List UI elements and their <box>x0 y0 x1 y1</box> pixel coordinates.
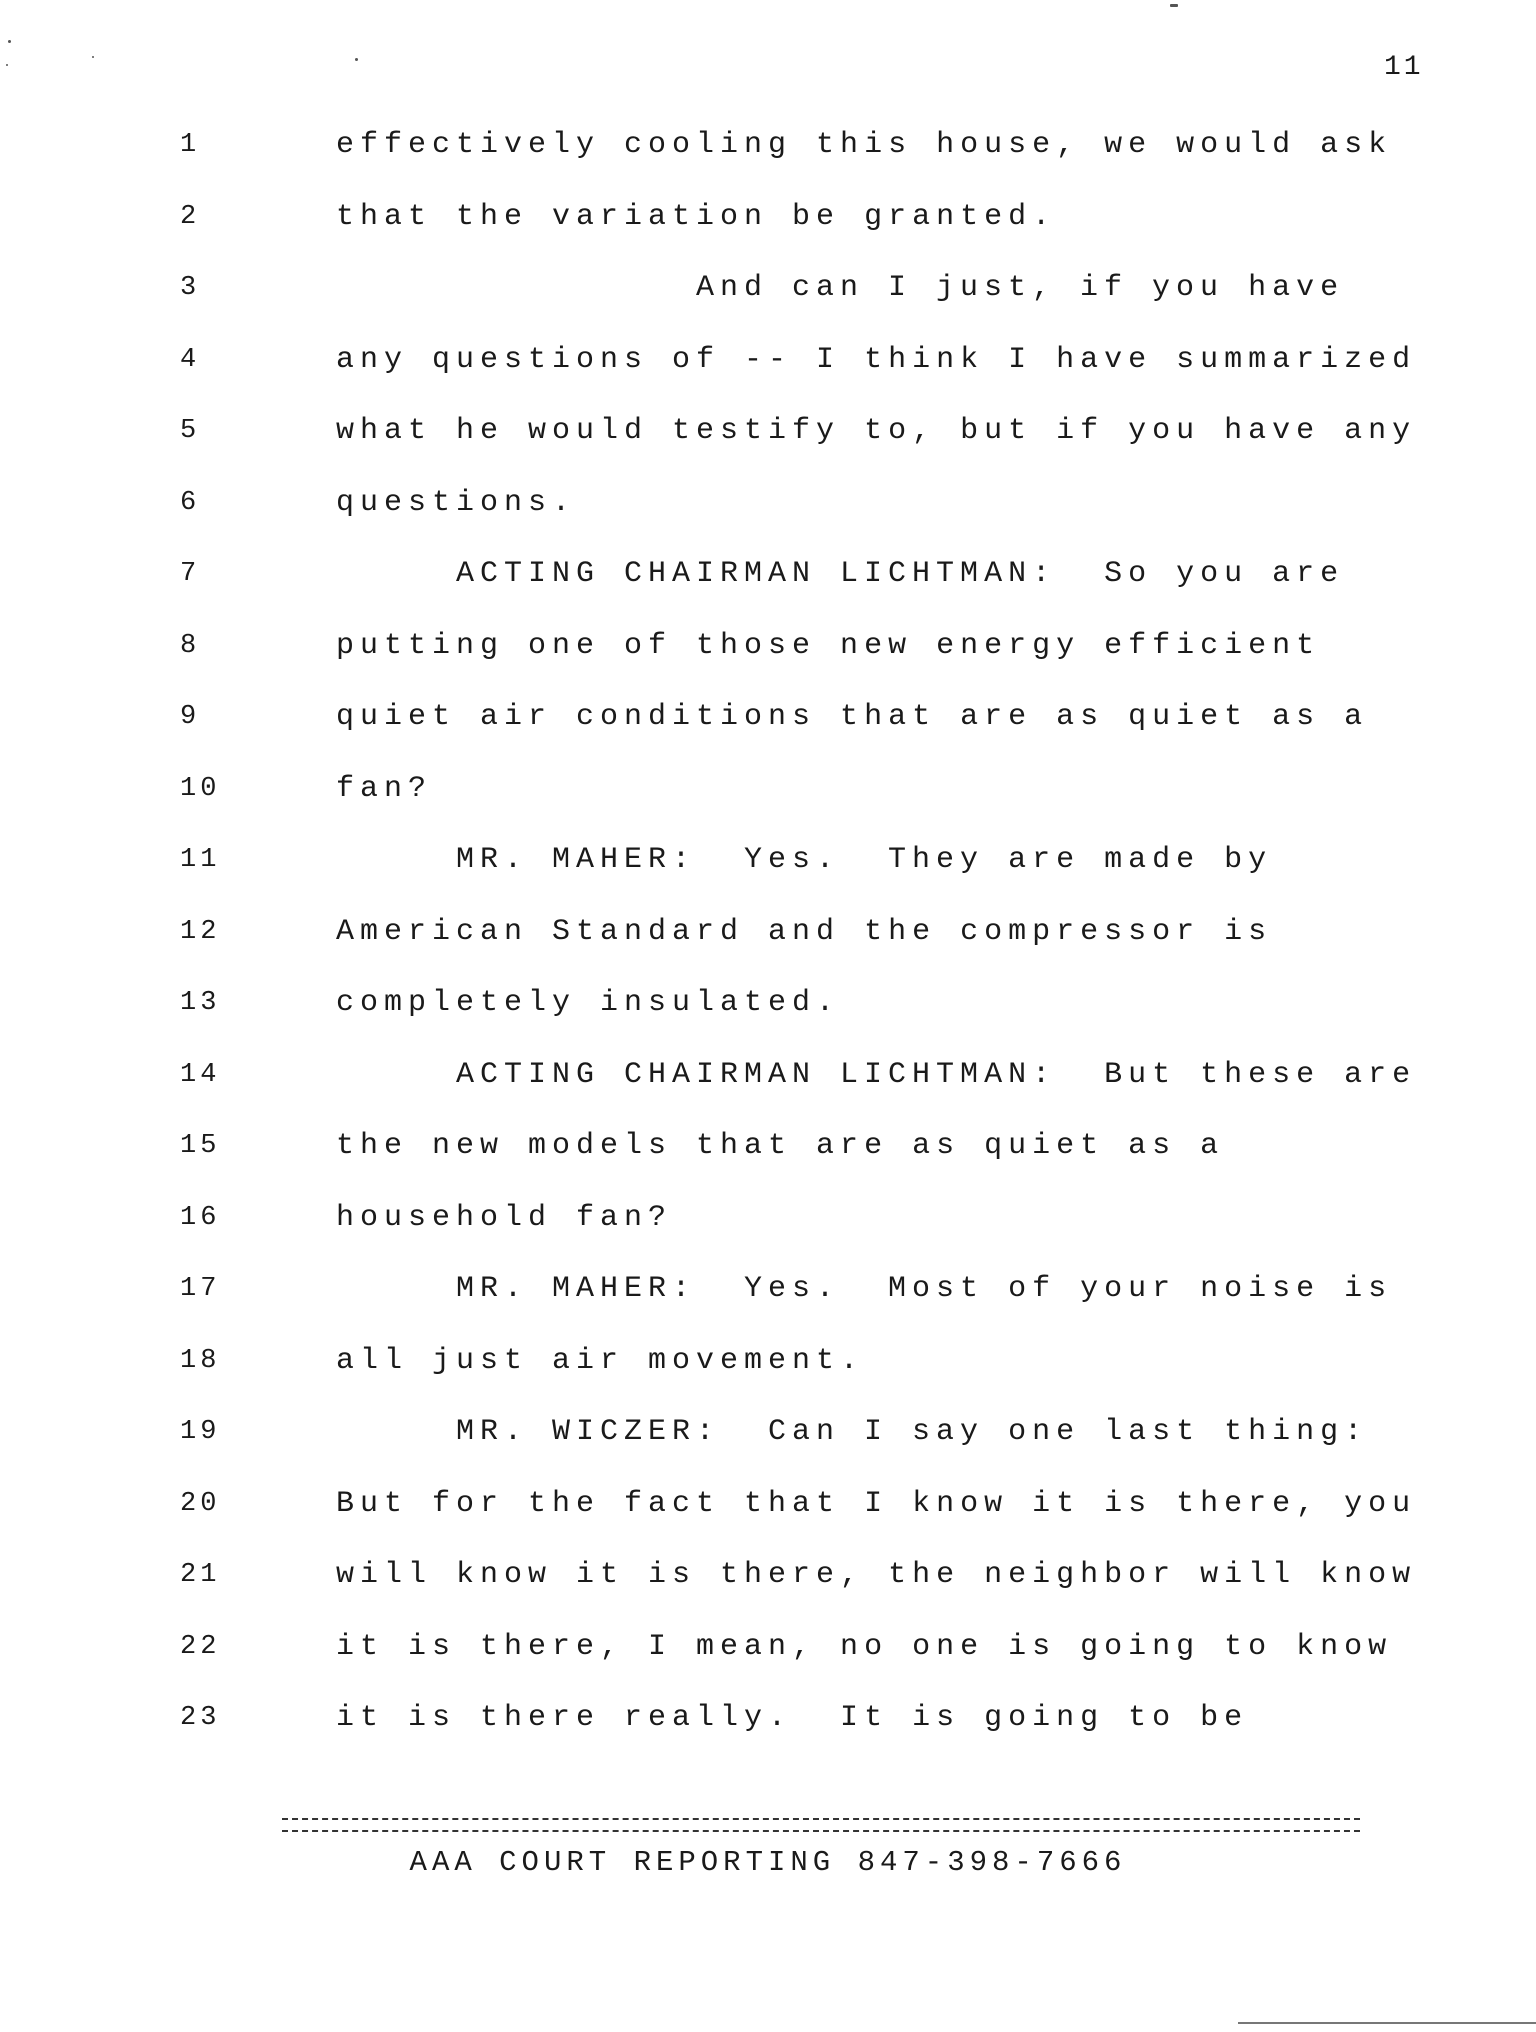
transcript-line <box>0 907 1536 967</box>
line-number: 5 <box>180 416 201 446</box>
line-number: 13 <box>180 988 221 1018</box>
line-text: putting one of those new energy efficient <box>336 628 1321 663</box>
line-number: 23 <box>180 1703 221 1733</box>
line-text: MR. MAHER: Yes. Most of your noise is <box>456 1272 1393 1306</box>
transcript-line <box>0 335 1536 395</box>
line-text: any questions of -- I think I have summarized <box>336 342 1417 377</box>
transcript-line <box>0 1550 1536 1610</box>
line-number: 15 <box>180 1131 221 1161</box>
line-number: 22 <box>180 1631 221 1662</box>
line-number: 19 <box>180 1417 221 1447</box>
line-text: But for the fact that I know it is there, you <box>336 1486 1417 1521</box>
scan-edge-line <box>1238 2022 1536 2024</box>
line-text: that the variation be granted. <box>336 199 1057 234</box>
line-text: it is there really. It is going to be <box>336 1701 1249 1735</box>
line-number: 8 <box>180 630 201 661</box>
transcript-line <box>0 621 1536 681</box>
line-text: will know it is there, the neighbor will know <box>336 1558 1417 1592</box>
line-text: quiet air conditions that are as quiet as a <box>336 700 1369 734</box>
line-text: all just air movement. <box>336 1343 865 1378</box>
scan-speck-5 <box>1170 4 1178 7</box>
page-number: 11 <box>1384 52 1424 83</box>
transcript-line <box>0 1121 1536 1181</box>
line-text: fan? <box>336 771 433 806</box>
line-number: 18 <box>180 1345 221 1376</box>
transcript-line <box>0 478 1536 538</box>
line-number: 9 <box>180 702 201 732</box>
transcript-line <box>0 263 1536 323</box>
scan-speck-2 <box>6 64 8 66</box>
line-number: 17 <box>180 1274 221 1304</box>
line-number: 1 <box>180 130 201 160</box>
transcript-line <box>0 978 1536 1038</box>
scan-speck-3 <box>92 56 94 58</box>
line-text: what he would testify to, but if you have any <box>336 414 1417 448</box>
line-text: questions. <box>336 485 577 520</box>
line-number: 6 <box>180 487 201 518</box>
line-text: ACTING CHAIRMAN LICHTMAN: But these are <box>456 1057 1417 1092</box>
line-number: 14 <box>180 1059 221 1090</box>
line-number: 4 <box>180 344 201 375</box>
transcript-line <box>0 406 1536 466</box>
footer-rule <box>282 1818 1360 1832</box>
line-text: household fan? <box>336 1200 673 1235</box>
line-number: 21 <box>180 1560 221 1590</box>
line-number: 11 <box>180 845 221 875</box>
line-number: 3 <box>180 273 201 303</box>
line-text: American Standard and the compressor is <box>336 914 1273 949</box>
line-text: MR. MAHER: Yes. They are made by <box>456 843 1273 877</box>
line-text: effectively cooling this house, we would ask <box>336 128 1393 162</box>
line-text: MR. WICZER: Can I say one last thing: <box>456 1415 1369 1449</box>
transcript-line <box>0 835 1536 895</box>
transcript-line <box>0 1693 1536 1753</box>
line-number: 7 <box>180 559 201 589</box>
transcript-line <box>0 1407 1536 1467</box>
line-text: ACTING CHAIRMAN LICHTMAN: So you are <box>456 557 1345 591</box>
line-number: 16 <box>180 1202 221 1233</box>
line-number: 2 <box>180 201 201 232</box>
footer-text: AAA COURT REPORTING 847-398-7666 <box>409 1846 1127 1879</box>
transcript-line <box>0 1336 1536 1396</box>
scan-speck-1 <box>8 40 11 43</box>
line-text: it is there, I mean, no one is going to know <box>336 1629 1393 1664</box>
line-text: And can I just, if you have <box>696 271 1345 305</box>
transcript-line <box>0 1479 1536 1539</box>
line-text: the new models that are as quiet as a <box>336 1129 1225 1163</box>
transcript-line <box>0 764 1536 824</box>
transcript-line <box>0 549 1536 609</box>
line-number: 20 <box>180 1488 221 1519</box>
transcript-line <box>0 1622 1536 1682</box>
transcript-line <box>0 192 1536 252</box>
transcript-line <box>0 1264 1536 1324</box>
line-number: 10 <box>180 773 221 804</box>
transcript-line <box>0 1193 1536 1253</box>
scan-speck-4 <box>355 58 358 61</box>
transcript-line <box>0 1050 1536 1110</box>
transcript-line <box>0 692 1536 752</box>
transcript-line <box>0 120 1536 180</box>
line-number: 12 <box>180 916 221 947</box>
line-text: completely insulated. <box>336 986 841 1020</box>
